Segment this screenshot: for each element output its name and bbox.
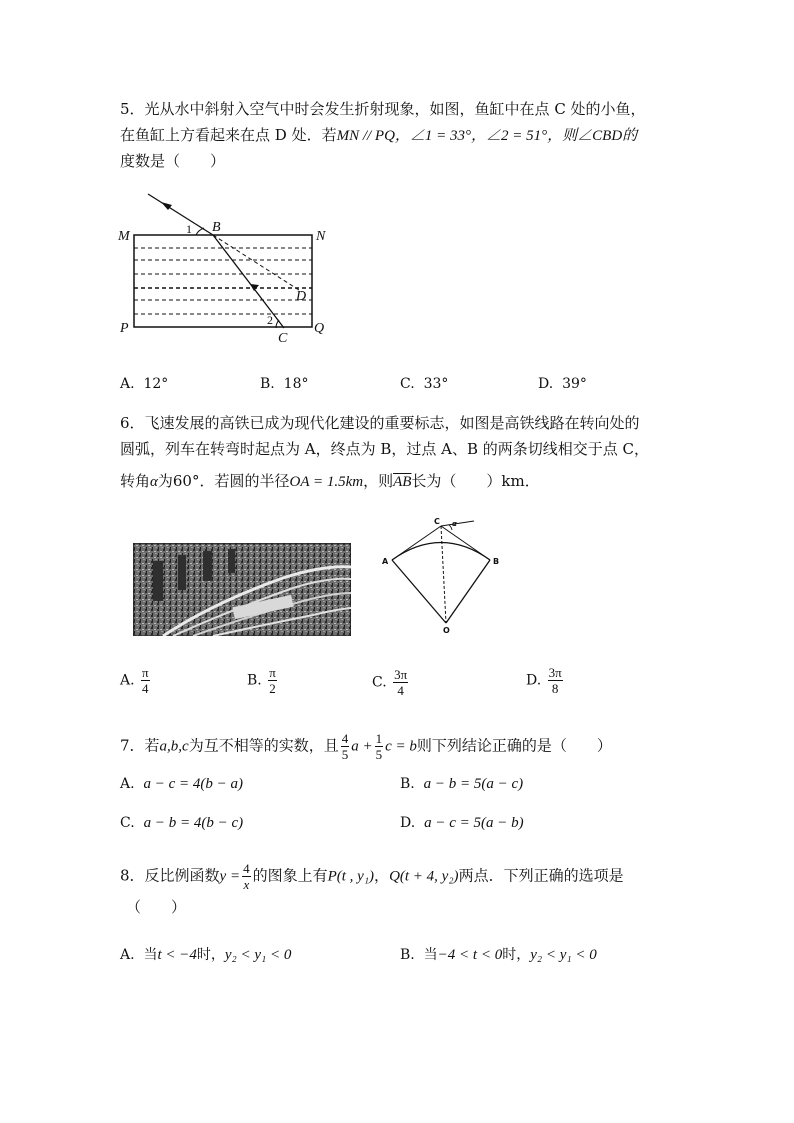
numerator: 4	[243, 861, 250, 876]
q5-option-d[interactable]	[538, 376, 587, 392]
q8-line-2: （ ）	[126, 898, 187, 916]
label-C: C	[278, 331, 288, 346]
q8-option-a[interactable]	[120, 944, 291, 964]
arc-ab: $\overline{AB}$	[393, 474, 412, 490]
option-letter: B.	[400, 947, 415, 963]
label-Q: Q	[314, 321, 325, 336]
q5-line-2-math: MN // PQ，∠1 = 33°，∠2 = 51°，则∠CBD的	[336, 128, 638, 144]
fraction	[393, 668, 408, 697]
label-M: M	[118, 229, 130, 244]
alpha-symbol: α	[150, 474, 158, 490]
railway-photo	[133, 543, 351, 636]
fraction	[548, 666, 563, 695]
text: ，则	[363, 472, 394, 490]
label-N: N	[316, 229, 326, 244]
q6-option-b[interactable]	[247, 666, 279, 695]
option-letter: C.	[372, 674, 387, 691]
q6-line-3	[120, 470, 540, 491]
q8-option-b[interactable]	[400, 944, 597, 964]
option-letter: B.	[400, 776, 415, 792]
q7-option-d[interactable]	[400, 815, 524, 832]
text: 转角	[120, 472, 151, 490]
q6-option-c[interactable]	[372, 668, 410, 697]
q5-option-b[interactable]	[260, 376, 308, 392]
option-text: 39°	[562, 376, 587, 392]
result: y₂ < y₁ < 0	[224, 947, 292, 963]
term-c: c = b	[385, 738, 417, 755]
option-letter: D.	[538, 376, 554, 392]
option-text: a − c = 5(a − b)	[424, 815, 524, 831]
function-lhs: y =	[219, 868, 241, 885]
text: 时，	[502, 947, 531, 963]
q5-line-2-text: 在鱼缸上方看起来在点 D 处．若	[120, 126, 337, 144]
label-A: A	[382, 557, 389, 566]
option-text: a − b = 4(b − c)	[143, 815, 244, 831]
angle-2-label: 2	[267, 313, 273, 327]
option-letter: C.	[400, 376, 415, 392]
fraction-4-5	[341, 732, 350, 761]
q5-option-c[interactable]	[400, 376, 448, 392]
q6-option-d[interactable]	[526, 666, 565, 695]
text: 则下列结论正确的是（ ）	[416, 736, 612, 755]
option-letter: A.	[120, 776, 135, 792]
denominator: 5	[375, 747, 383, 762]
label-B: B	[493, 557, 500, 566]
text: 当	[423, 947, 438, 963]
text: 时，	[196, 947, 225, 963]
label-D: D	[296, 289, 307, 304]
condition: −4 < t < 0	[437, 947, 503, 963]
q6-option-a[interactable]	[120, 666, 152, 695]
option-text: 33°	[423, 376, 449, 392]
point-p: P(t , y₁)	[327, 868, 375, 885]
option-letter: D.	[400, 815, 416, 831]
q7-stem	[120, 732, 612, 761]
text: 7．若	[120, 736, 160, 755]
numerator: 1	[375, 731, 383, 746]
term-a: a +	[351, 738, 373, 755]
text: ，	[374, 866, 390, 885]
text: 两点．下列正确的选项是	[458, 866, 624, 885]
option-text: 12°	[143, 376, 169, 392]
text: 当	[143, 947, 158, 963]
denominator: 4	[397, 683, 404, 698]
denominator: 8	[551, 681, 559, 696]
q8-stem	[120, 862, 624, 891]
fraction-4-x	[242, 862, 251, 891]
option-text: 18°	[283, 376, 309, 392]
numerator: 4	[341, 731, 349, 746]
q6-line-2: 圆弧，列车在转弯时起点为 A，终点为 B，过点 A、B 的两条切线相交于点 C，	[120, 440, 650, 458]
option-letter: A.	[120, 947, 135, 963]
numerator: π	[142, 665, 149, 680]
fraction	[141, 666, 150, 695]
text: 为互不相等的实数，且	[188, 736, 339, 755]
option-letter: D.	[526, 672, 542, 689]
denominator: x	[243, 877, 250, 892]
option-letter: C.	[120, 815, 135, 831]
q6-line-1: 6．飞速发展的高铁已成为现代化建设的重要标志，如图是高铁线路在转向处的	[120, 414, 640, 432]
denominator: 5	[341, 747, 349, 762]
q6-arc-figure	[378, 516, 508, 636]
label-alpha: α	[452, 520, 457, 528]
label-B: B	[212, 220, 221, 235]
text: 8．反比例函数	[120, 866, 220, 885]
fraction-1-5	[375, 732, 384, 761]
q5-line-3: 度数是（ ）	[120, 152, 226, 170]
text: 长为（ ）km．	[411, 472, 540, 490]
q7-option-b[interactable]	[400, 776, 523, 793]
fraction	[268, 666, 277, 695]
q7-option-c[interactable]	[120, 815, 243, 832]
radius-oa: OA = 1.5km	[289, 474, 364, 490]
q5-line-1: 5．光从水中斜射入空气中时会发生折射现象，如图，鱼缸中在点 C 处的小鱼，	[120, 100, 646, 118]
option-letter: B.	[247, 672, 262, 689]
q7-option-a[interactable]	[120, 776, 243, 793]
denominator: 2	[269, 681, 276, 696]
point-q: Q(t + 4, y₂)	[389, 868, 459, 885]
label-P: P	[120, 321, 129, 336]
option-letter: B.	[260, 376, 275, 392]
angle-1-label: 1	[186, 222, 192, 236]
option-text: a − c = 4(b − a)	[143, 776, 243, 792]
label-O: O	[443, 626, 450, 635]
option-text: a − b = 5(a − c)	[423, 776, 524, 792]
numerator: 3π	[548, 665, 562, 680]
q5-line-2	[120, 124, 637, 145]
option-letter: A.	[120, 672, 135, 689]
condition: t < −4	[157, 947, 197, 963]
label-C: C	[434, 517, 440, 526]
q5-option-a[interactable]	[120, 376, 168, 392]
text: 的图象上有	[252, 866, 328, 885]
numerator: 3π	[394, 667, 408, 682]
result: y₂ < y₁ < 0	[530, 947, 597, 963]
text: 为60°．若圆的半径	[157, 472, 290, 490]
denominator: 4	[142, 681, 149, 696]
option-letter: A.	[120, 376, 135, 392]
q5-fish-tank-figure	[116, 188, 336, 348]
vars-abc: a,b,c	[159, 738, 189, 755]
numerator: π	[269, 665, 276, 680]
